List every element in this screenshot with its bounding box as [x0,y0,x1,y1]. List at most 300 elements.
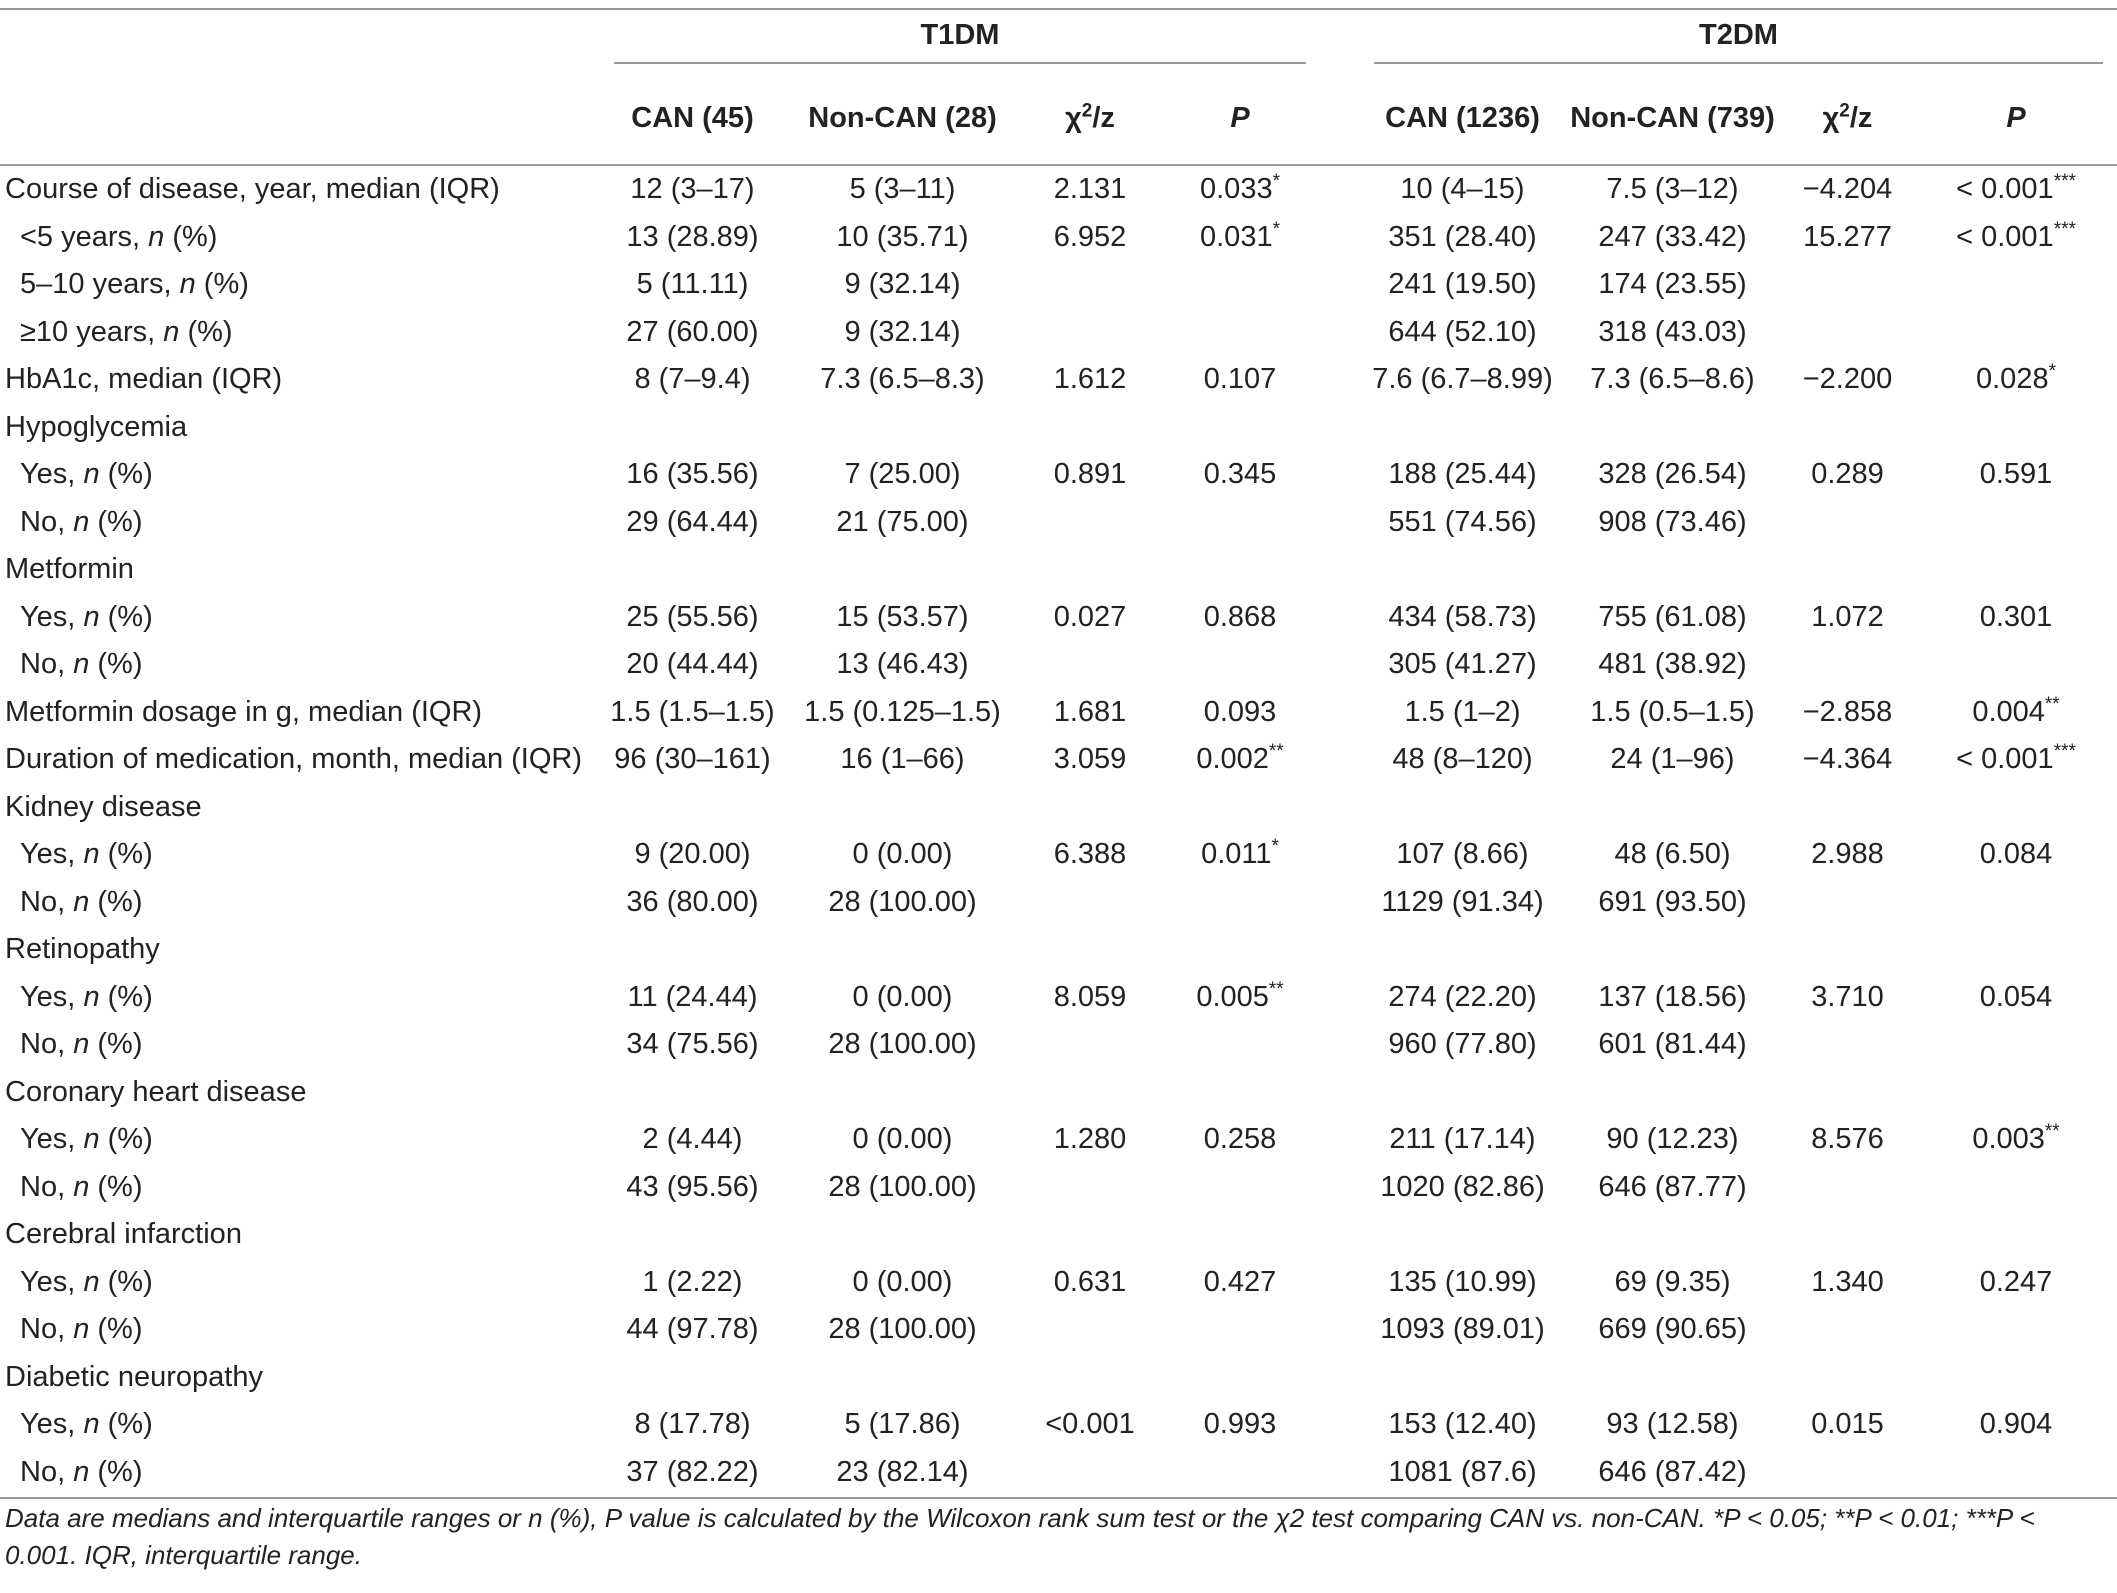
significance-marker: * [1271,836,1279,858]
table-row [0,594,2117,642]
t2-chi-cell [1780,1354,1915,1402]
t2-noncan-cell [1565,784,1780,832]
t2-p-cell [1915,1354,2117,1402]
t1-noncan-cell [785,404,1020,452]
t2-can-cell: 1020 (82.86) [1380,1170,1545,1203]
table-row [0,1069,2117,1117]
table-row [0,879,2117,927]
results-table [0,8,2117,1499]
t2-chi-cell [1780,1306,1915,1354]
t2-chi-cell [1780,784,1915,832]
t2-noncan-cell [1565,404,1780,452]
t2-p-cell [1915,1164,2117,1212]
t1-can-cell [600,1211,785,1259]
t1-can-cell: 8 (7–9.4) [634,363,751,396]
row-label: Yes, n (%) [20,600,153,633]
t2-p-cell [1915,1021,2117,1069]
significance-marker: ** [1268,978,1284,1000]
row-label: No, n (%) [20,1028,143,1061]
row-label: HbA1c, median (IQR) [5,363,283,396]
t1-can-cell: 25 (55.56) [626,600,759,633]
t2-p-cell [1915,1211,2117,1259]
t1-noncan-cell: 5 (3–11) [849,173,956,206]
t2-noncan-cell: 174 (23.55) [1598,268,1747,301]
table-header [0,9,2117,165]
t1-p-cell: 0.093 [1203,695,1277,728]
t2-noncan-cell [1565,546,1780,594]
t2-can-cell: 960 (77.80) [1388,1028,1537,1061]
t2-noncan-cell: 481 (38.92) [1598,648,1747,681]
t2-can-cell: 188 (25.44) [1388,458,1537,491]
col-t2-noncan: Non-CAN (739) [1565,72,1780,165]
t1-chi-cell [1020,546,1160,594]
row-label: No, n (%) [20,1313,143,1346]
t1-chi-cell [1020,499,1160,547]
t1-noncan-cell: 28 (100.00) [828,1313,977,1346]
t2-noncan-cell: 137 (18.56) [1598,980,1747,1013]
t2-p-cell: 0.028* [1976,361,2056,396]
t1-p-cell [1160,1354,1320,1402]
t2-noncan-cell [1565,926,1780,974]
t2-p-cell: < 0.001*** [1956,741,2076,776]
t2-noncan-cell: 93 (12.58) [1606,1408,1739,1441]
t2-noncan-cell: 669 (90.65) [1598,1313,1747,1346]
t1-chi-cell: 0.027 [1053,600,1127,633]
t1-p-cell: 0.005** [1196,978,1284,1013]
t1-chi-cell: <0.001 [1045,1408,1135,1441]
t1-chi-cell: 8.059 [1053,980,1127,1013]
significance-marker: ** [2044,693,2060,715]
significance-marker: ** [2044,1121,2060,1143]
row-label: Metformin [5,553,134,586]
row-label: Yes, n (%) [20,1408,153,1441]
t2-chi-cell [1780,1211,1915,1259]
t1-p-cell: 0.033* [1200,171,1280,206]
t1-noncan-cell: 0 (0.00) [852,1265,953,1298]
t1-p-cell [1160,309,1320,357]
t1-noncan-cell: 28 (100.00) [828,1028,977,1061]
row-label: Cerebral infarction [5,1218,242,1251]
t1-can-cell [600,784,785,832]
t2-chi-cell: 1.340 [1811,1265,1884,1298]
row-label: ≥10 years, n (%) [20,315,233,348]
t2-p-cell: 0.004** [1972,693,2060,728]
t1-noncan-cell: 15 (53.57) [836,600,969,633]
t1-p-cell [1160,641,1320,689]
t2-p-cell: 0.084 [1979,838,2053,871]
row-label: Hypoglycemia [5,410,188,443]
table-row [0,1449,2117,1498]
table-row [0,404,2117,452]
table-row [0,451,2117,499]
t2-p-cell: 0.904 [1979,1408,2053,1441]
t1-can-cell: 29 (64.44) [626,505,759,538]
t2-p-cell [1915,641,2117,689]
t1-p-cell: 0.427 [1203,1265,1277,1298]
t1-can-cell: 34 (75.56) [626,1028,759,1061]
t1-noncan-cell: 0 (0.00) [852,838,953,871]
t1-can-cell: 16 (35.56) [626,458,759,491]
t2-can-cell: 241 (19.50) [1388,268,1537,301]
table-row [0,214,2117,262]
table-row [0,1116,2117,1164]
t1-p-cell [1160,1306,1320,1354]
t2-chi-cell [1780,1164,1915,1212]
results-table-container [0,8,2117,1499]
table-row [0,261,2117,309]
col-t2-can: CAN (1236) [1360,72,1565,165]
t1-can-cell: 37 (82.22) [600,1449,785,1498]
t1-noncan-cell: 10 (35.71) [836,220,969,253]
t1-chi-cell [1020,1449,1160,1498]
t1-noncan-cell [785,926,1020,974]
t2-noncan-cell [1565,1354,1780,1402]
t2-can-cell: 1129 (91.34) [1381,885,1544,918]
t1-can-cell: 13 (28.89) [626,220,759,253]
table-row [0,1259,2117,1307]
t1dm-label: T1DM [614,19,1306,64]
t1-can-cell: 2 (4.44) [642,1123,743,1156]
t1-chi-cell [1020,784,1160,832]
significance-marker: * [2048,361,2056,383]
t2-p-cell [1915,879,2117,927]
row-label: No, n (%) [20,505,143,538]
t2-p-cell: < 0.001*** [1956,218,2076,253]
t1-noncan-cell: 9 (32.14) [844,315,961,348]
t1-can-cell: 44 (97.78) [626,1313,759,1346]
t2-can-cell: 434 (58.73) [1388,600,1537,633]
t2-chi-cell [1780,1069,1915,1117]
t1-noncan-cell: 9 (32.14) [844,268,961,301]
t1-chi-cell: 0.631 [1053,1265,1127,1298]
t2-chi-cell [1780,1021,1915,1069]
t2-p-cell [1915,499,2117,547]
t2-noncan-cell: 24 (1–96) [1610,743,1735,776]
t2-p-cell: 0.003** [1972,1121,2060,1156]
t2-noncan-cell: 691 (93.50) [1598,885,1747,918]
t1-p-cell: 0.107 [1203,363,1277,396]
t1-can-cell [600,1354,785,1402]
t1-noncan-cell: 21 (75.00) [836,505,969,538]
t2-p-cell [1915,1449,2117,1498]
t1-can-cell: 1.5 (1.5–1.5) [610,695,775,728]
table-row [0,689,2117,737]
significance-marker: *** [2053,741,2076,763]
t1-p-cell: 0.031* [1200,218,1280,253]
t2-noncan-cell: 1.5 (0.5–1.5) [1590,695,1755,728]
row-label: Yes, n (%) [20,1123,153,1156]
t2-can-cell: 351 (28.40) [1388,220,1537,253]
t2-noncan-cell: 328 (26.54) [1598,458,1747,491]
t1-chi-cell: 6.388 [1053,838,1127,871]
t1-chi-cell [1020,309,1160,357]
t1-noncan-cell [785,546,1020,594]
t1-p-cell: 0.258 [1203,1123,1277,1156]
t1-noncan-cell [785,1354,1020,1402]
row-label: Diabetic neuropathy [5,1360,263,1393]
t2-can-cell: 1.5 (1–2) [1404,695,1521,728]
t2-chi-cell: 3.710 [1811,980,1884,1013]
row-label: Metformin dosage in g, median (IQR) [5,695,483,728]
row-label: No, n (%) [20,885,143,918]
t2-chi-cell: −4.364 [1802,743,1893,776]
t1-p-cell [1160,879,1320,927]
row-label: Duration of medication, month, median (IQR) [5,743,583,776]
t2-noncan-cell: 601 (81.44) [1598,1028,1747,1061]
t2-can-cell: 305 (41.27) [1388,648,1537,681]
t1-noncan-cell: 0 (0.00) [852,1123,953,1156]
t1-can-cell: 1 (2.22) [642,1265,743,1298]
table-row [0,1306,2117,1354]
col-t2-chi: $\chi^2/z$ [1780,72,1915,165]
t2-p-cell [1915,309,2117,357]
t1-p-cell [1160,926,1320,974]
t1-noncan-cell: 13 (46.43) [836,648,969,681]
t2-p-cell [1915,261,2117,309]
t1-noncan-cell: 5 (17.86) [844,1408,961,1441]
table-row [0,1401,2117,1449]
row-label: Yes, n (%) [20,980,153,1013]
t2-chi-cell [1780,404,1915,452]
table-row [0,1211,2117,1259]
table-row [0,1354,2117,1402]
t1-noncan-cell: 16 (1–66) [840,743,965,776]
row-label: Yes, n (%) [20,458,153,491]
row-label: Yes, n (%) [20,1265,153,1298]
t2-chi-cell [1780,546,1915,594]
row-label: Kidney disease [5,790,202,823]
t2-noncan-cell: 7.3 (6.5–8.6) [1590,363,1755,396]
t2-can-cell [1360,1354,1565,1402]
t1-chi-cell: 2.131 [1053,173,1127,206]
t2-p-cell: 0.247 [1979,1265,2053,1298]
t2-chi-cell [1780,261,1915,309]
t1-noncan-cell [785,1211,1020,1259]
row-label: 5–10 years, n (%) [20,268,249,301]
t2-chi-cell: −4.204 [1802,173,1893,206]
table-row [0,784,2117,832]
t2-p-cell [1915,1306,2117,1354]
row-label: No, n (%) [0,1449,600,1498]
t2-can-cell: 153 (12.40) [1388,1408,1537,1441]
t1-chi-cell [1020,926,1160,974]
t1-p-cell [1160,784,1320,832]
t1-p-cell: 0.868 [1203,600,1277,633]
t2-noncan-cell: 247 (33.42) [1598,220,1747,253]
row-label: Course of disease, year, median (IQR) [5,173,500,206]
table-row [0,1164,2117,1212]
t1-can-cell: 12 (3–17) [630,173,755,206]
t2-chi-cell [1780,1449,1915,1498]
t1-can-cell: 43 (95.56) [626,1170,759,1203]
t2-chi-cell [1780,926,1915,974]
t1-chi-cell [1020,404,1160,452]
t2-can-cell: 644 (52.10) [1388,315,1537,348]
row-label: Coronary heart disease [5,1075,307,1108]
t1-p-cell [1160,1211,1320,1259]
t1-chi-cell: 6.952 [1053,220,1127,253]
t1-p-cell [1160,1069,1320,1117]
t1-chi-cell: 1.612 [1053,363,1127,396]
row-label: No, n (%) [20,648,143,681]
table-body [0,165,2117,1498]
table-row [0,165,2117,214]
t1-p-cell [1160,261,1320,309]
t2-noncan-cell: 646 (87.42) [1565,1449,1780,1498]
col-t1-p: P [1160,72,1320,165]
t2-noncan-cell: 48 (6.50) [1614,838,1731,871]
t2dm-group-header [1360,10,2117,72]
t2-can-cell: 48 (8–120) [1392,743,1533,776]
t1-can-cell: 27 (60.00) [626,315,759,348]
significance-marker: *** [2053,171,2076,193]
t1-p-cell [1160,499,1320,547]
t2-noncan-cell: 908 (73.46) [1598,505,1747,538]
t1-p-cell [1160,1021,1320,1069]
t2-p-cell [1915,404,2117,452]
t1-noncan-cell [785,1069,1020,1117]
t2-can-cell: 107 (8.66) [1396,838,1529,871]
t2-can-cell: 274 (22.20) [1388,980,1537,1013]
t2-can-cell: 211 (17.14) [1389,1123,1536,1156]
t2-chi-cell: 0.289 [1811,458,1884,491]
table-footnote: Data are medians and interquartile ranges or n (%), P value is calculated by the Wilcoxon rank sum test or the χ2 test comparing CAN vs. non-CAN. *P < 0.05; **P < 0.01; ***P < 0.001. IQR, interquartile range. [5,1503,2035,1570]
t2-can-cell: 551 (74.56) [1388,505,1537,538]
t1-chi-cell: 1.681 [1053,695,1127,728]
t1dm-group-header [600,10,1320,72]
row-label: No, n (%) [20,1170,143,1203]
t1-chi-cell [1020,261,1160,309]
t2-chi-cell: −2.200 [1802,363,1893,396]
t2-chi-cell: 2.988 [1811,838,1884,871]
t1-chi-cell [1020,1164,1160,1212]
t1-chi-cell: 3.059 [1053,743,1127,776]
t2-can-cell: 1081 (87.6) [1360,1449,1565,1498]
t2-noncan-cell: 318 (43.03) [1598,315,1747,348]
col-t1-chi: $\chi^2/z$ [1020,72,1160,165]
t2-chi-cell: 15.277 [1803,220,1892,253]
t2-noncan-cell: 755 (61.08) [1598,600,1747,633]
t2-p-cell: 0.591 [1979,458,2053,491]
t1-chi-cell [1020,1306,1160,1354]
significance-marker: *** [2053,218,2076,240]
t2-can-cell: 1093 (89.01) [1380,1313,1545,1346]
t2-chi-cell [1780,641,1915,689]
t1-p-cell [1160,404,1320,452]
table-row [0,546,2117,594]
t2-can-cell [1360,1069,1565,1117]
t1-chi-cell [1020,1354,1160,1402]
t2-noncan-cell: 7.5 (3–12) [1606,173,1739,206]
table-row [0,831,2117,879]
t1-noncan-cell: 0 (0.00) [852,980,953,1013]
t1-p-cell [1160,1164,1320,1212]
t1-can-cell: 20 (44.44) [626,648,759,681]
table-row [0,641,2117,689]
col-t1-can: CAN (45) [600,72,785,165]
t2-chi-cell: 1.072 [1811,600,1884,633]
t2-noncan-cell: 69 (9.35) [1614,1265,1731,1298]
t1-chi-cell [1020,1069,1160,1117]
t2-chi-cell: 8.576 [1811,1123,1884,1156]
t1-can-cell [600,546,785,594]
t1-can-cell [600,1069,785,1117]
t2-p-cell: < 0.001*** [1956,171,2076,206]
t2-p-cell: 0.301 [1979,600,2053,633]
t1-noncan-cell: 28 (100.00) [828,885,977,918]
t2-chi-cell: 0.015 [1811,1408,1884,1441]
table-row [0,974,2117,1022]
t1-can-cell: 96 (30–161) [614,743,771,776]
t1-chi-cell [1020,879,1160,927]
t1-noncan-cell: 28 (100.00) [828,1170,977,1203]
t1-noncan-cell: 7.3 (6.5–8.3) [820,363,985,396]
t2-noncan-cell: 646 (87.77) [1598,1170,1747,1203]
table-row [0,356,2117,404]
t2-can-cell [1360,1211,1565,1259]
row-label: Retinopathy [5,933,160,966]
t2-noncan-cell [1565,1069,1780,1117]
col-t1-noncan: Non-CAN (28) [785,72,1020,165]
t2-can-cell [1360,784,1565,832]
t1-p-cell: 0.011* [1201,836,1279,871]
t1-can-cell: 36 (80.00) [626,885,759,918]
t2-can-cell [1360,404,1565,452]
table-row [0,736,2117,784]
t1-noncan-cell: 7 (25.00) [844,458,961,491]
t1-p-cell [1160,1449,1320,1498]
t1-p-cell [1160,546,1320,594]
t1-chi-cell [1020,1211,1160,1259]
t2dm-label: T2DM [1374,19,2103,64]
t2-can-cell [1360,926,1565,974]
t1-noncan-cell: 1.5 (0.125–1.5) [804,695,1001,728]
t2-noncan-cell [1565,1211,1780,1259]
t1-can-cell: 9 (20.00) [634,838,751,871]
t1-can-cell: 11 (24.44) [627,980,758,1013]
t1-noncan-cell: 23 (82.14) [785,1449,1020,1498]
table-row [0,1021,2117,1069]
t2-noncan-cell: 90 (12.23) [1606,1123,1739,1156]
t1-chi-cell [1020,641,1160,689]
t2-p-cell: 0.054 [1979,980,2053,1013]
t2-p-cell [1915,546,2117,594]
t2-p-cell [1915,784,2117,832]
row-label: <5 years, n (%) [20,220,218,253]
col-t2-p: P [1915,72,2117,165]
t2-chi-cell [1780,309,1915,357]
significance-marker: * [1272,171,1280,193]
t1-chi-cell: 0.891 [1053,458,1127,491]
t2-can-cell [1360,546,1565,594]
significance-marker: * [1272,218,1280,240]
t1-chi-cell: 1.280 [1053,1123,1127,1156]
t1-can-cell [600,404,785,452]
t2-chi-cell [1780,499,1915,547]
t2-p-cell [1915,1069,2117,1117]
table-row [0,499,2117,547]
t1-p-cell: 0.345 [1203,458,1277,491]
t1-p-cell: 0.002** [1196,741,1284,776]
t1-chi-cell [1020,1021,1160,1069]
t2-chi-cell: −2.858 [1802,695,1893,728]
t2-p-cell [1915,926,2117,974]
t2-can-cell: 10 (4–15) [1400,173,1525,206]
table-row [0,926,2117,974]
table-row [0,309,2117,357]
t1-can-cell: 8 (17.78) [634,1408,751,1441]
significance-marker: ** [1268,741,1284,763]
